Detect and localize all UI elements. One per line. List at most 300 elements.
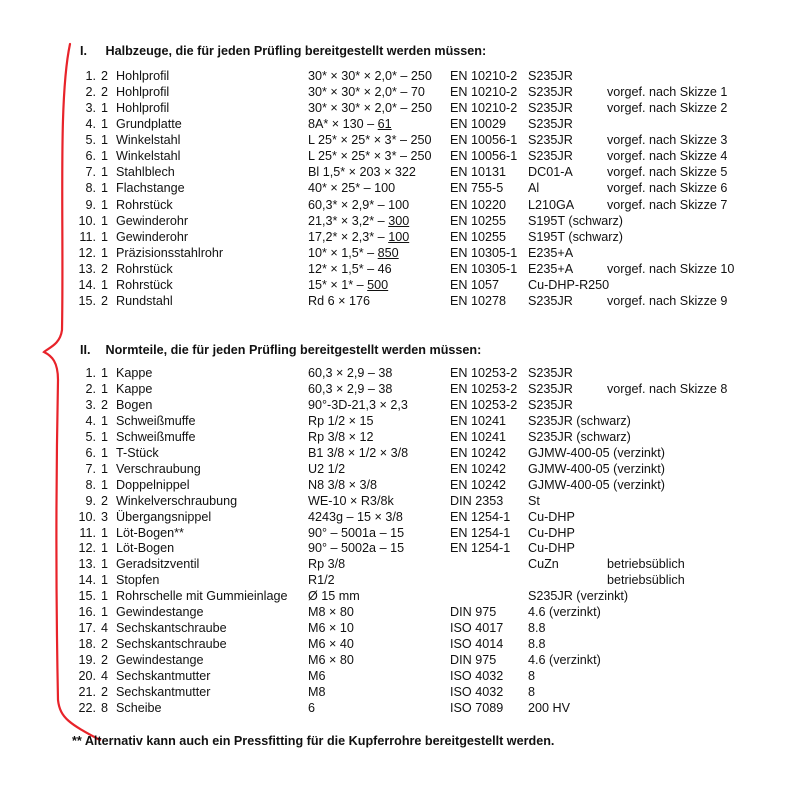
item-quantity: 1	[101, 229, 109, 244]
item-dimensions-text: 8A* × 130 –	[308, 117, 378, 132]
item-number: 12.	[78, 541, 96, 556]
item-standard: EN 10029	[450, 117, 507, 132]
list-item	[0, 164, 800, 180]
item-quantity: 1	[101, 101, 109, 116]
item-standard: EN 10220	[450, 197, 507, 212]
list-item	[0, 700, 800, 716]
item-dimensions-text: U2 1/2	[308, 461, 346, 476]
item-material: GJMW-400-05 (verzinkt)	[528, 445, 665, 460]
item-dimensions-text: 17,2* × 2,3* –	[308, 229, 389, 244]
item-number: 6.	[85, 445, 96, 460]
item-name: Stahlblech	[116, 165, 175, 180]
item-name: Grundplatte	[116, 117, 182, 132]
item-material: S235JR	[528, 149, 573, 164]
item-standard: EN 10210-2	[450, 85, 518, 100]
item-number: 4.	[85, 117, 96, 132]
item-material: L210GA	[528, 197, 575, 212]
item-name: Flachstange	[116, 181, 185, 196]
item-number: 13.	[78, 557, 96, 572]
item-dimensions-text: M6	[308, 669, 326, 684]
item-dimensions-text: M8	[308, 685, 326, 699]
item-quantity: 1	[101, 477, 109, 492]
item-quantity: 1	[101, 541, 109, 556]
item-quantity: 1	[101, 213, 109, 228]
item-quantity: 1	[101, 525, 109, 540]
item-quantity: 1	[101, 181, 109, 196]
item-dimensions-text: Bl 1,5* × 203 × 322	[308, 165, 416, 180]
item-name: Winkelstahl	[116, 149, 181, 164]
list-item	[0, 636, 800, 652]
item-name: Kappe	[116, 366, 153, 380]
list-item	[0, 429, 800, 445]
item-number: 16.	[78, 605, 96, 620]
item-material: 8.8	[528, 621, 546, 636]
item-number: 3.	[85, 101, 96, 116]
item-quantity: 1	[101, 381, 109, 396]
item-quantity: 1	[101, 197, 109, 212]
item-standard: ISO 4032	[450, 685, 504, 699]
item-dimensions-text: 30* × 30* × 2,0* – 70	[308, 85, 425, 100]
item-dimensions-text: 60,3 × 2,9 – 38	[308, 366, 393, 380]
section-1-numeral: I.	[80, 44, 87, 58]
item-dimensions-text: M6 × 40	[308, 637, 354, 652]
item-material: Cu-DHP	[528, 541, 575, 556]
item-dimensions-text: 60,3* × 2,9* – 100	[308, 197, 410, 212]
item-dimensions	[308, 148, 431, 164]
item-dimensions-length: 300	[388, 213, 410, 228]
item-name: Hohlprofil	[116, 85, 170, 100]
item-dimensions-text: Rp 1/2 × 15	[308, 413, 374, 428]
item-material: S235JR	[528, 117, 573, 132]
item-name: Hohlprofil	[116, 69, 170, 83]
item-standard: EN 10253-2	[450, 381, 518, 396]
item-dimensions	[308, 197, 409, 213]
list-item	[0, 556, 800, 572]
item-dimensions-text: B1 3/8 × 1/2 × 3/8	[308, 445, 409, 460]
item-dimensions-text: R1/2	[308, 573, 335, 588]
item-material: S235JR	[528, 133, 573, 148]
item-number: 2.	[85, 85, 96, 100]
list-item	[0, 229, 800, 245]
item-dimensions	[308, 429, 373, 445]
item-standard: EN 10255	[450, 229, 507, 244]
item-dimensions	[308, 620, 354, 636]
item-note: vorgef. nach Skizze 6	[607, 181, 728, 196]
list-item	[0, 652, 800, 668]
item-dimensions	[308, 365, 392, 381]
item-name: Verschraubung	[116, 461, 201, 476]
item-dimensions	[308, 397, 408, 413]
item-dimensions	[308, 84, 425, 100]
item-dimensions	[308, 525, 404, 541]
list-item	[0, 525, 800, 541]
item-quantity: 4	[101, 669, 109, 684]
item-number: 11.	[79, 525, 96, 540]
item-dimensions	[308, 381, 392, 397]
item-dimensions-text: 12* × 1,5* – 46	[308, 261, 392, 276]
item-dimensions	[308, 68, 432, 84]
item-quantity: 8	[101, 700, 109, 715]
item-dimensions	[308, 604, 354, 620]
item-material: Cu-DHP	[528, 525, 575, 540]
item-name: Gewinderohr	[116, 229, 189, 244]
item-number: 3.	[85, 397, 96, 412]
list-item	[0, 100, 800, 116]
item-quantity: 1	[101, 429, 109, 444]
section-2-numeral: II.	[80, 343, 91, 357]
item-standard: EN 10253-2	[450, 397, 518, 412]
item-standard: EN 10210-2	[450, 69, 518, 83]
list-item	[0, 509, 800, 525]
item-quantity: 1	[101, 133, 109, 148]
item-dimensions-text: L 25* × 25* × 3* – 250	[308, 133, 432, 148]
list-item	[0, 116, 800, 132]
item-material: S235JR	[528, 85, 573, 100]
list-item	[0, 493, 800, 509]
item-dimensions	[308, 132, 431, 148]
item-standard: DIN 975	[450, 605, 497, 620]
item-number: 4.	[85, 413, 96, 428]
item-name: Stopfen	[116, 573, 160, 588]
item-dimensions	[308, 700, 315, 716]
item-standard: EN 10305-1	[450, 261, 518, 276]
item-quantity: 1	[101, 413, 109, 428]
item-quantity: 2	[101, 397, 109, 412]
list-item	[0, 604, 800, 620]
item-note: betriebsüblich	[607, 557, 685, 572]
item-dimensions	[308, 461, 345, 477]
item-name: Sechskantschraube	[116, 621, 227, 636]
item-standard: EN 10210-2	[450, 101, 518, 116]
item-number: 12.	[78, 245, 96, 260]
list-item	[0, 68, 800, 84]
item-dimensions	[308, 668, 326, 684]
item-name: Rohrschelle mit Gummieinlage	[116, 589, 288, 604]
item-quantity: 2	[101, 653, 109, 668]
item-standard: EN 755-5	[450, 181, 504, 196]
item-quantity: 1	[101, 117, 109, 132]
item-quantity: 1	[101, 366, 109, 380]
list-item	[0, 477, 800, 493]
item-standard: ISO 4014	[450, 637, 504, 652]
item-number: 20.	[78, 669, 96, 684]
item-dimensions-text: M6 × 80	[308, 653, 354, 668]
item-number: 2.	[85, 381, 96, 396]
item-material: DC01-A	[528, 165, 573, 180]
list-item	[0, 381, 800, 397]
item-note: vorgef. nach Skizze 7	[607, 197, 728, 212]
item-dimensions	[308, 445, 408, 461]
item-name: Hohlprofil	[116, 101, 170, 116]
item-name: Doppelnippel	[116, 477, 190, 492]
item-number: 7.	[85, 461, 96, 476]
list-item	[0, 293, 800, 309]
item-quantity: 2	[101, 685, 109, 699]
item-number: 10.	[78, 213, 96, 228]
item-standard: EN 10242	[450, 445, 507, 460]
item-material: 8	[528, 669, 536, 684]
item-name: Geradsitzventil	[116, 557, 200, 572]
item-material: S235JR	[528, 69, 573, 83]
list-item	[0, 180, 800, 196]
list-item	[0, 213, 800, 229]
item-standard: EN 10305-1	[450, 245, 518, 260]
item-number: 22.	[78, 700, 96, 715]
item-standard: EN 10131	[450, 165, 507, 180]
item-dimensions	[308, 477, 377, 493]
item-name: Gewindestange	[116, 605, 204, 620]
item-dimensions-text: 90°-3D-21,3 × 2,3	[308, 397, 408, 412]
item-standard: EN 1254-1	[450, 509, 511, 524]
list-item	[0, 445, 800, 461]
item-material: S235JR	[528, 366, 573, 380]
item-number: 10.	[78, 509, 96, 524]
item-name: T-Stück	[116, 445, 159, 460]
item-material: 200 HV	[528, 700, 571, 715]
item-dimensions-text: 90° – 5001a – 15	[308, 525, 405, 540]
item-dimensions-text: 15* × 1* –	[308, 277, 368, 292]
item-dimensions-text: 4243g – 15 × 3/8	[308, 509, 403, 524]
item-number: 9.	[85, 197, 96, 212]
item-standard: EN 10056-1	[450, 133, 518, 148]
item-standard: DIN 2353	[450, 493, 504, 508]
item-number: 14.	[78, 573, 96, 588]
item-quantity: 1	[101, 461, 109, 476]
item-dimensions-text: N8 3/8 × 3/8	[308, 477, 377, 492]
item-standard: EN 1254-1	[450, 541, 511, 556]
item-standard: EN 10253-2	[450, 366, 518, 380]
item-material: CuZn	[528, 557, 559, 572]
item-dimensions	[308, 493, 394, 509]
item-number: 6.	[85, 149, 96, 164]
item-dimensions-text: Ø 15 mm	[308, 589, 360, 604]
list-item	[0, 684, 800, 700]
item-material: S235JR	[528, 293, 573, 308]
list-item	[0, 132, 800, 148]
item-quantity: 1	[101, 277, 109, 292]
section-2-heading	[80, 343, 481, 357]
item-standard: EN 10242	[450, 477, 507, 492]
item-dimensions	[308, 509, 403, 525]
item-dimensions	[308, 636, 354, 652]
list-item	[0, 148, 800, 164]
item-quantity: 1	[101, 245, 109, 260]
item-dimensions-text: M8 × 80	[308, 605, 354, 620]
item-quantity: 1	[101, 165, 109, 180]
item-name: Gewinderohr	[116, 213, 189, 228]
item-material: 4.6 (verzinkt)	[528, 605, 601, 620]
item-dimensions	[308, 684, 326, 700]
item-material: S235JR	[528, 101, 573, 116]
section-1-title: Halbzeuge, die für jeden Prüfling bereitgestellt werden müssen:	[105, 44, 487, 58]
item-name: Rohrstück	[116, 277, 173, 292]
item-material: Al	[528, 181, 540, 196]
item-material: E235+A	[528, 245, 574, 260]
item-standard: EN 10056-1	[450, 149, 518, 164]
item-standard: EN 10255	[450, 213, 507, 228]
item-standard: DIN 975	[450, 653, 497, 668]
item-quantity: 2	[101, 637, 109, 652]
list-item	[0, 261, 800, 277]
item-note: vorgef. nach Skizze 10	[607, 261, 735, 276]
item-quantity: 1	[101, 589, 109, 604]
item-quantity: 1	[101, 573, 109, 588]
item-standard: EN 10278	[450, 293, 507, 308]
item-material: 8	[528, 685, 536, 699]
item-name: Übergangsnippel	[116, 509, 212, 524]
item-dimensions-text: 60,3 × 2,9 – 38	[308, 381, 393, 396]
item-name: Winkelverschraubung	[116, 493, 238, 508]
item-dimensions	[308, 229, 409, 245]
section-2-title: Normteile, die für jeden Prüfling bereitgestellt werden müssen:	[105, 343, 482, 357]
item-dimensions	[308, 572, 335, 588]
item-standard: ISO 4032	[450, 669, 504, 684]
item-name: Rohrstück	[116, 197, 173, 212]
item-dimensions	[308, 293, 370, 309]
item-dimensions-length: 850	[377, 245, 399, 260]
item-name: Winkelstahl	[116, 133, 181, 148]
item-number: 15.	[78, 589, 96, 604]
item-name: Sechskantmutter	[116, 685, 211, 699]
item-number: 1.	[85, 366, 96, 380]
item-dimensions	[308, 100, 432, 116]
list-item	[0, 620, 800, 636]
item-dimensions	[308, 180, 395, 196]
item-dimensions-text: M6 × 10	[308, 621, 354, 636]
item-material: S195T (schwarz)	[528, 213, 623, 228]
item-note: vorgef. nach Skizze 3	[607, 133, 728, 148]
item-number: 21.	[78, 685, 96, 699]
item-number: 18.	[78, 637, 96, 652]
list-item	[0, 365, 800, 381]
list-item	[0, 397, 800, 413]
item-material: Cu-DHP-R250	[528, 277, 610, 292]
item-name: Schweißmuffe	[116, 413, 196, 428]
item-dimensions-text: 30* × 30* × 2,0* – 250	[308, 101, 432, 116]
item-number: 15.	[78, 293, 96, 308]
item-material: S235JR	[528, 381, 573, 396]
item-standard: EN 10241	[450, 429, 507, 444]
item-dimensions-text: L 25* × 25* × 3* – 250	[308, 149, 432, 164]
item-quantity: 3	[101, 509, 109, 524]
item-standard: EN 10242	[450, 461, 507, 476]
item-number: 1.	[85, 69, 96, 83]
item-dimensions-text: WE-10 × R3/8k	[308, 493, 394, 508]
item-name: Löt-Bogen	[116, 541, 175, 556]
item-name: Löt-Bogen**	[116, 525, 184, 540]
item-dimensions	[308, 588, 360, 604]
list-item	[0, 540, 800, 556]
list-item	[0, 197, 800, 213]
item-name: Schweißmuffe	[116, 429, 196, 444]
item-number: 11.	[79, 229, 96, 244]
item-dimensions	[308, 213, 409, 229]
item-note: vorgef. nach Skizze 9	[607, 293, 728, 308]
item-dimensions-text: 90° – 5002a – 15	[308, 541, 405, 556]
item-quantity: 2	[101, 85, 109, 100]
item-quantity: 2	[101, 69, 109, 83]
item-material: E235+A	[528, 261, 574, 276]
item-note: vorgef. nach Skizze 4	[607, 149, 728, 164]
item-material: S235JR (verzinkt)	[528, 589, 629, 604]
item-dimensions-text: Rp 3/8 × 12	[308, 429, 374, 444]
list-item	[0, 413, 800, 429]
item-name: Kappe	[116, 381, 153, 396]
item-note: vorgef. nach Skizze 8	[607, 381, 728, 396]
item-number: 5.	[85, 133, 96, 148]
item-name: Rundstahl	[116, 293, 173, 308]
item-dimensions-text: 10* × 1,5* –	[308, 245, 378, 260]
item-number: 8.	[85, 477, 96, 492]
item-dimensions-length: 61	[377, 117, 392, 132]
item-dimensions-text: Rp 3/8	[308, 557, 346, 572]
item-dimensions-text: 30* × 30* × 2,0* – 250	[308, 69, 432, 83]
item-name: Bogen	[116, 397, 153, 412]
item-dimensions	[308, 277, 388, 293]
item-number: 7.	[85, 165, 96, 180]
item-dimensions	[308, 261, 392, 277]
item-dimensions	[308, 556, 345, 572]
list-item	[0, 245, 800, 261]
item-number: 8.	[85, 181, 96, 196]
item-number: 14.	[78, 277, 96, 292]
item-material: GJMW-400-05 (verzinkt)	[528, 477, 665, 492]
item-standard: EN 10241	[450, 413, 507, 428]
item-number: 9.	[85, 493, 96, 508]
list-item	[0, 84, 800, 100]
item-standard: EN 1057	[450, 277, 500, 292]
item-quantity: 1	[101, 445, 109, 460]
item-material: St	[528, 493, 540, 508]
item-dimensions-text: Rd 6 × 176	[308, 293, 370, 308]
item-dimensions	[308, 652, 354, 668]
list-item	[0, 461, 800, 477]
item-material: Cu-DHP	[528, 509, 575, 524]
item-material: S235JR (schwarz)	[528, 429, 631, 444]
item-dimensions-length: 500	[367, 277, 389, 292]
item-dimensions-length: 100	[388, 229, 410, 244]
item-material: GJMW-400-05 (verzinkt)	[528, 461, 665, 476]
item-material: S235JR (schwarz)	[528, 413, 631, 428]
item-number: 13.	[78, 261, 96, 276]
item-quantity: 1	[101, 605, 109, 620]
item-standard: EN 1254-1	[450, 525, 511, 540]
item-name: Sechskantmutter	[116, 669, 211, 684]
item-quantity: 2	[101, 493, 109, 508]
item-material: 4.6 (verzinkt)	[528, 653, 601, 668]
item-dimensions-text: 40* × 25* – 100	[308, 181, 396, 196]
item-number: 5.	[85, 429, 96, 444]
item-dimensions-text: 21,3* × 3,2* –	[308, 213, 389, 228]
item-note: betriebsüblich	[607, 573, 685, 588]
item-number: 17.	[78, 621, 96, 636]
item-number: 19.	[78, 653, 96, 668]
item-dimensions	[308, 245, 399, 261]
item-material: S235JR	[528, 397, 573, 412]
item-standard: ISO 7089	[450, 700, 504, 715]
item-quantity: 1	[101, 149, 109, 164]
section-1-heading	[80, 44, 486, 58]
item-material: S195T (schwarz)	[528, 229, 623, 244]
item-name: Gewindestange	[116, 653, 204, 668]
list-item	[0, 277, 800, 293]
list-item	[0, 588, 800, 604]
item-name: Sechskantschraube	[116, 637, 227, 652]
item-name: Präzisionsstahlrohr	[116, 245, 224, 260]
item-name: Scheibe	[116, 700, 162, 715]
footnote: ** Alternativ kann auch ein Pressfitting für die Kupferrohre bereitgestellt werden.	[72, 734, 555, 748]
item-quantity: 2	[101, 293, 109, 308]
